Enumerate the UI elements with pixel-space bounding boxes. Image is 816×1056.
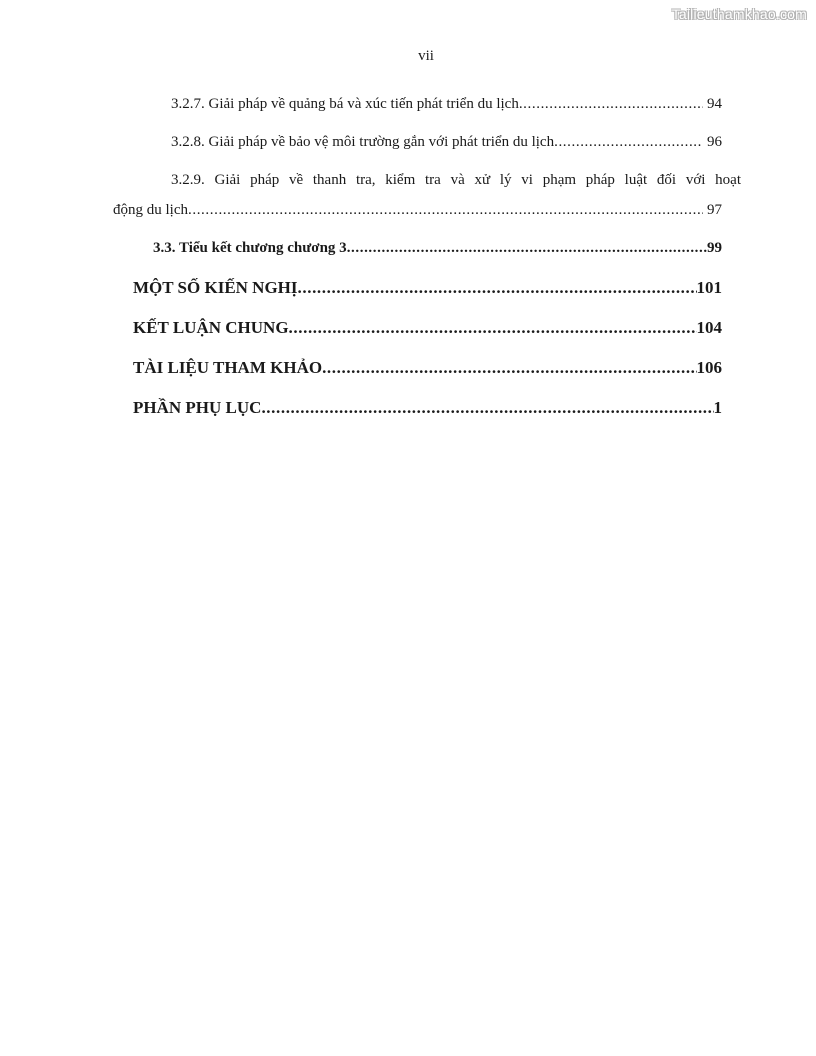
- dot-leader: [298, 278, 697, 298]
- dot-leader: [322, 358, 696, 378]
- toc-entry-3-2-8[interactable]: [171, 134, 722, 151]
- toc-entry-3-3[interactable]: [153, 240, 722, 257]
- toc-entry-page: 106: [696, 358, 722, 377]
- dot-leader: [188, 202, 703, 219]
- toc-entry-page: 1: [713, 398, 722, 417]
- toc-entry-phu-luc[interactable]: [133, 398, 722, 418]
- dot-leader: [554, 134, 703, 151]
- toc-entry-kien-nghi[interactable]: [133, 278, 722, 298]
- toc-entry-title: 3.3. Tiểu kết chương chương 3: [153, 240, 347, 256]
- dot-leader: [289, 318, 697, 338]
- watermark: Tailieuthamkhao.com: [671, 6, 807, 22]
- dot-leader: [519, 96, 703, 113]
- page-number: vii: [418, 48, 434, 64]
- toc-entry-title-line2: động du lịch: [113, 202, 188, 218]
- toc-entry-page: 101: [696, 278, 722, 297]
- toc-entry-title: 3.2.7. Giải pháp về quảng bá và xúc tiến phát triển du lịch: [171, 96, 519, 112]
- toc-entry-title: MỘT SỐ KIẾN NGHỊ: [133, 278, 298, 297]
- dot-leader: [347, 240, 707, 257]
- toc-entry-tai-lieu[interactable]: [133, 358, 722, 378]
- toc-entry-title: 3.2.8. Giải pháp về bảo vệ môi trường gắn với phát triển du lịch: [171, 134, 555, 150]
- toc-entry-page: 99: [707, 240, 722, 256]
- toc-entry-title: PHẦN PHỤ LỤC: [133, 398, 262, 417]
- toc-entry-title: KẾT LUẬN CHUNG: [133, 318, 289, 337]
- toc-entry-3-2-7[interactable]: [171, 96, 722, 113]
- toc-entry-page: 97: [707, 202, 722, 218]
- toc-entry-page: 94: [707, 96, 722, 112]
- toc-entry-page: 96: [707, 134, 722, 150]
- dot-leader: [261, 398, 713, 418]
- toc-entry-3-2-9-line2: [113, 202, 722, 219]
- toc-entry-title: TÀI LIỆU THAM KHẢO: [133, 358, 323, 377]
- toc-entry-ket-luan[interactable]: [133, 318, 722, 338]
- toc-entry-page: 104: [696, 318, 722, 337]
- toc-entry-title-line1: 3.2.9. Giải pháp về thanh tra, kiểm tra và xử lý vi phạm pháp luật đối với hoạt: [171, 172, 741, 188]
